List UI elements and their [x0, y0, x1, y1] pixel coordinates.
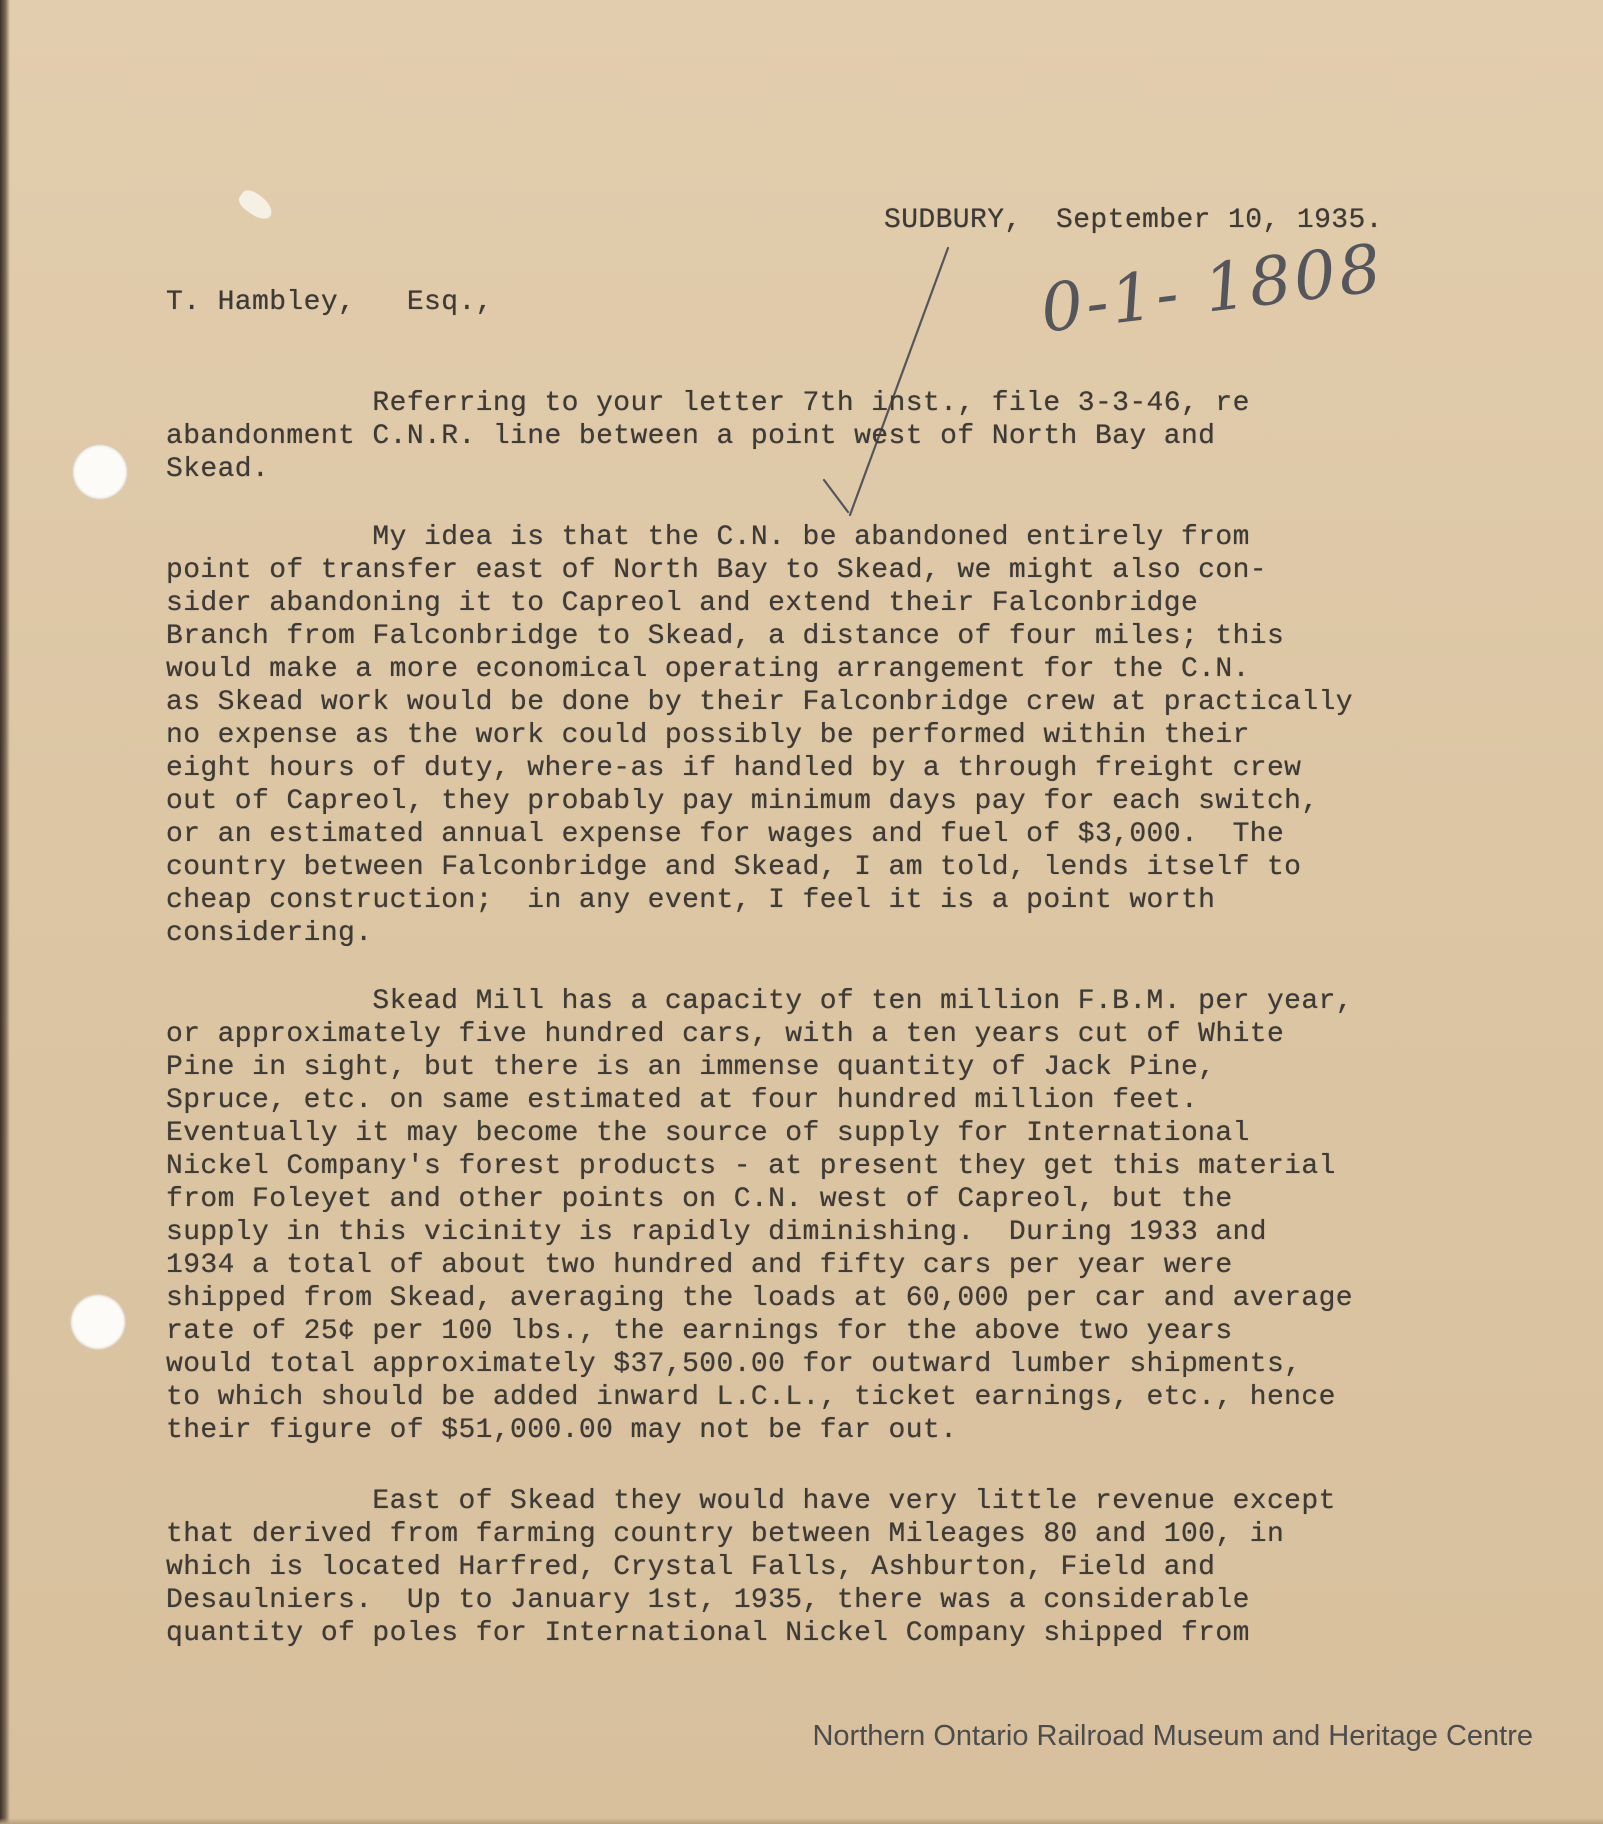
punch-hole-bottom — [70, 1294, 126, 1350]
scan-left-edge — [0, 0, 10, 1824]
letter-paragraph: My idea is that the C.N. be abandoned entirely from point of transfer east of North Bay to Skead, we might also con- sider abandoning it to Capreol and extend their Falconbridge Branch from Falconbridge to Skead, a distance of four miles; this would make a more economical operating arrangement for the C.N. as Skead work would be done by their Falconbridge crew at practically no expense as the work could possibly be performed within their eight hours of duty, where-as if handled by a through freight crew out of Capreol, they probably pay minimum days pay for each switch, or an estimated annual expense for wages and fuel of $3,000. The country between Falconbridge and Skead, I am told, lends itself to cheap construction; in any event, I feel it is a point worth considering. — [166, 522, 1353, 949]
paper-blemish — [236, 186, 277, 223]
letter-dateline: SUDBURY, September 10, 1935. — [884, 205, 1383, 236]
letter-paragraph: Skead Mill has a capacity of ten million F.B.M. per year, or approximately five hundred cars, with a ten years cut of White Pine in sight, but there is an immense quantity of Jack Pine, Spruce, etc. on same estimated at four hundred million feet. Eventually it may become the source of supply for International Nickel Company's forest products - at present they get this material from Foleyet and other points on C.N. west of Capreol, but the supply in this vicinity is rapidly diminishing. During 1933 and 1934 a total of about two hundred and fifty cars per year were shipped from Skead, averaging the loads at 60,000 per car and average rate of 25¢ per 100 lbs., the earnings for the above two years would total approximately $37,500.00 for outward lumber shipments, to which should be added inward L.C.L., ticket earnings, etc., hence their figure of $51,000.00 may not be far out. — [166, 986, 1353, 1446]
letter-paragraph: Referring to your letter 7th inst., file 3-3-46, re abandonment C.N.R. line between a point west of North Bay and Skead. — [166, 388, 1250, 485]
handwritten-file-number: 0-1- 1808 — [1036, 229, 1388, 348]
scan-bottom-edge — [0, 1818, 1603, 1824]
archive-watermark: Northern Ontario Railroad Museum and Heritage Centre — [812, 1720, 1533, 1752]
letter-paragraph: East of Skead they would have very little revenue except that derived from farming country between Mileages 80 and 100, in which is located Harfred, Crystal Falls, Ashburton, Field and Desaulniers. Up to January 1st, 1935, there was a considerable quantity of poles for International Nickel Company shipped from — [166, 1486, 1336, 1649]
punch-hole-top — [72, 444, 128, 500]
letter-addressee: T. Hambley, Esq., — [166, 287, 493, 318]
